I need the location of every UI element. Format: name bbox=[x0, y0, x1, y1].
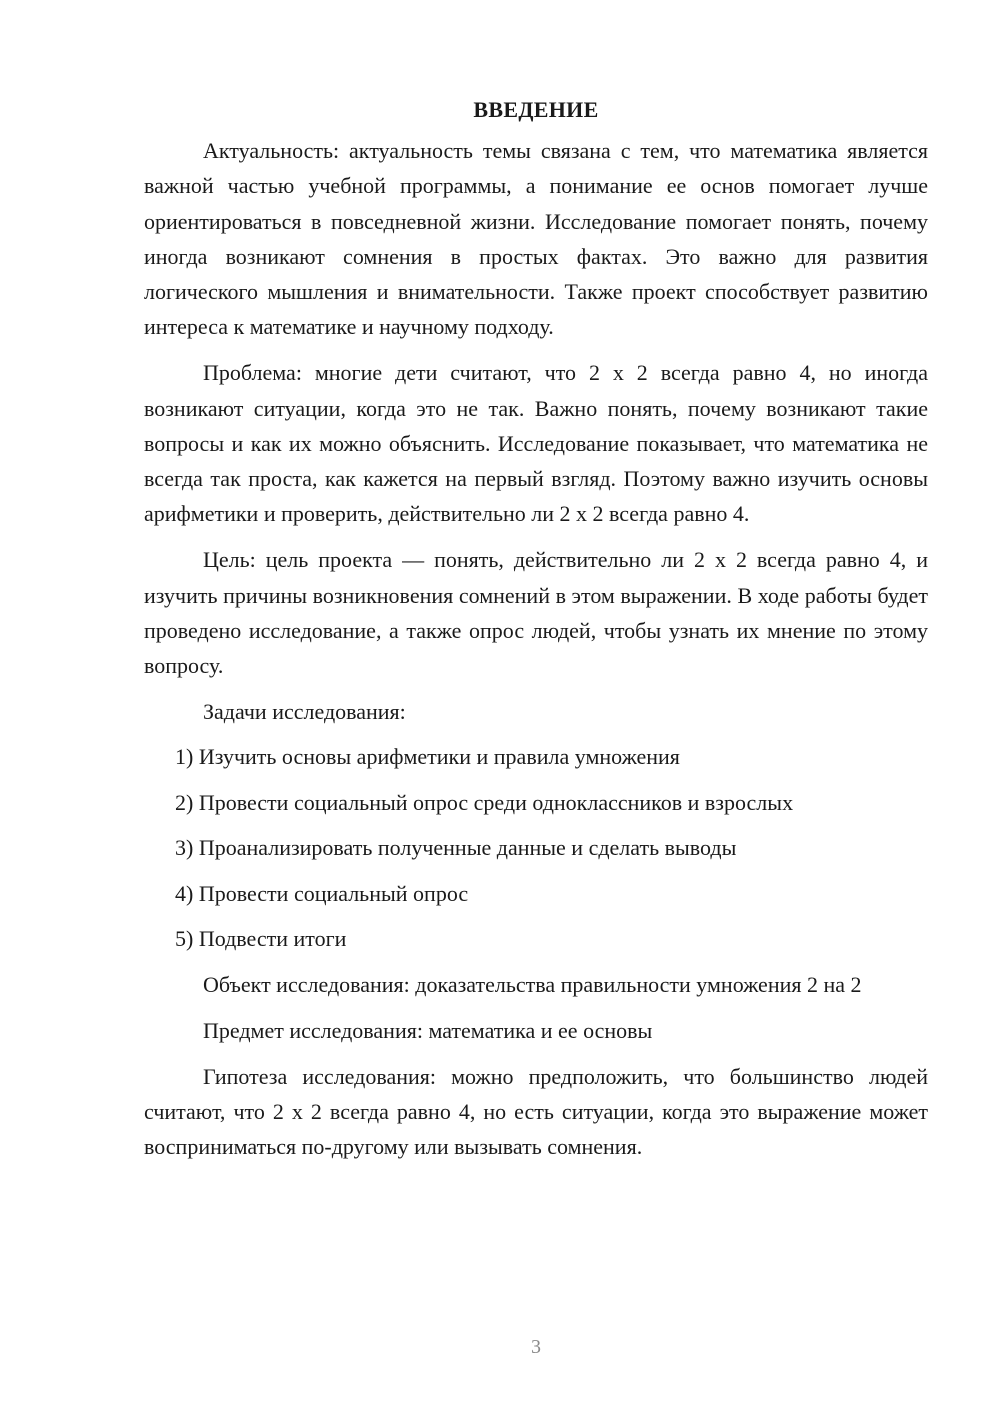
tasks-list bbox=[144, 739, 928, 956]
section-title: ВВЕДЕНИЕ bbox=[473, 97, 599, 122]
hypothesis-paragraph: Гипотеза исследования: можно предположить, что большинство людей считают, что 2 x 2 всегда равно 4, но есть ситуации, когда это выражение может восприниматься по-другому или вызывать сомнения. bbox=[144, 1063, 928, 1160]
problem-paragraph: Проблема: многие дети считают, что 2 x 2 всегда равно 4, но иногда возникают ситуации, когда это не так. Важно понять, почему возникают такие вопросы и как их можно объяснить. Исследование показывает, что математика не всегда так проста, как кажется на первый взгляд. Поэтому важно изучить основы арифметики и проверить, действительно ли 2 x 2 всегда равно 4. bbox=[144, 360, 928, 527]
object-paragraph: Объект исследования: доказательства правильности умножения 2 на 2 bbox=[203, 971, 862, 997]
goal-paragraph: Цель: цель проекта — понять, действительно ли 2 x 2 всегда равно 4, и изучить причины возникновения сомнений в этом выражении. В ходе работы будет проведено исследование, а также опрос людей, чтобы узнать их мнение по этому вопросу. bbox=[144, 547, 928, 679]
document-page bbox=[144, 92, 928, 1175]
tasks-heading: Задачи исследования: bbox=[203, 698, 406, 724]
relevance-paragraph: Актуальность: актуальность темы связана с тем, что математика является важной частью учебной программы, а понимание ее основ помогает лучше ориентироваться в повседневной жизни. Исследование помогает понять, почему иногда возникают сомнения в простых фактах. Это важно для развития логического мышления и внимательности. Также проект способствует развитию интереса к математике и научному подходу. bbox=[144, 138, 928, 340]
task-item-3: 3) Проанализировать полученные данные и сделать выводы bbox=[175, 835, 737, 861]
task-item-5: 5) Подвести итоги bbox=[175, 926, 347, 952]
page-number: 3 bbox=[531, 1336, 541, 1358]
subject-paragraph: Предмет исследования: математика и ее основы bbox=[203, 1017, 653, 1043]
task-item-1: 1) Изучить основы арифметики и правила умножения bbox=[175, 744, 680, 770]
task-item-4: 4) Провести социальный опрос bbox=[175, 880, 469, 906]
task-item-2: 2) Провести социальный опрос среди одноклассников и взрослых bbox=[175, 789, 794, 815]
